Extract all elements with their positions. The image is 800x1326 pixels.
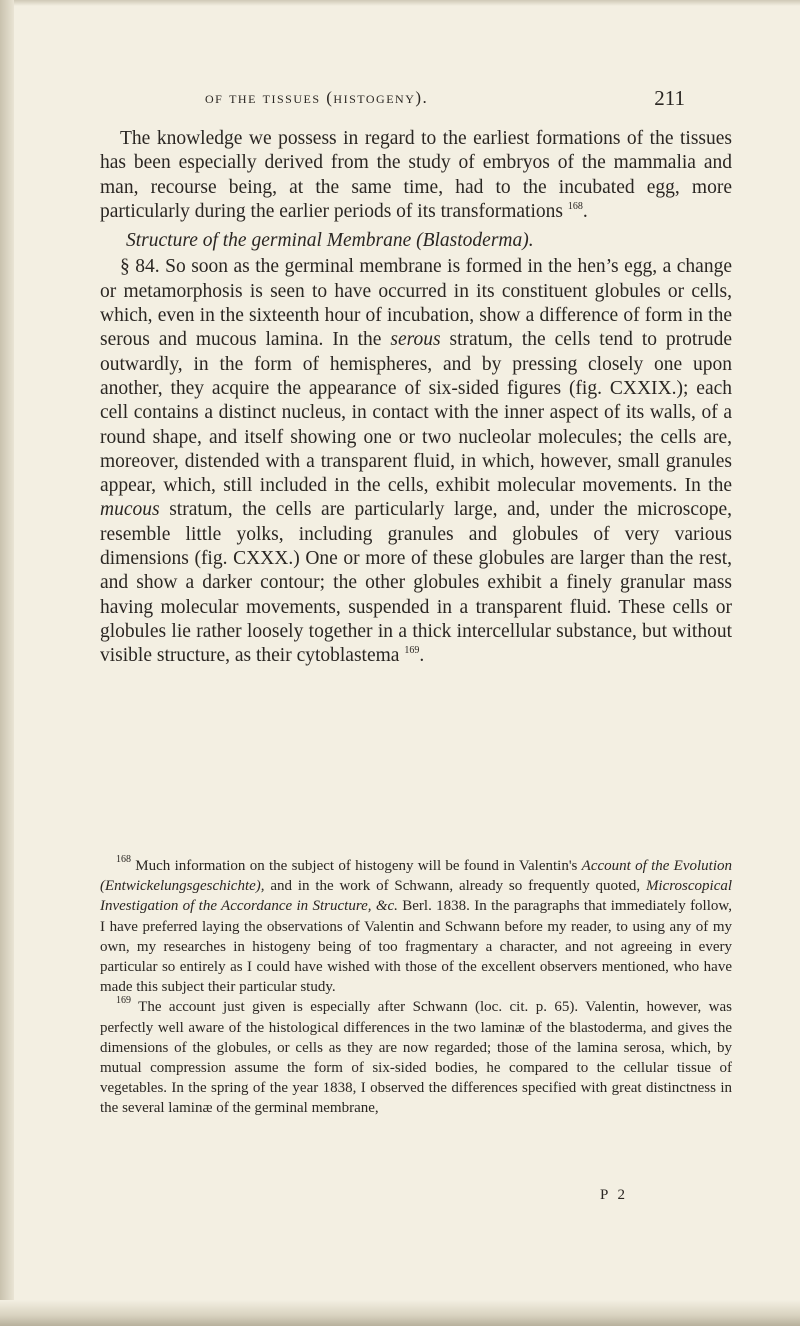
page-number: 211: [654, 86, 685, 110]
footnote-168: $^{168}$ Much information on the subject of histogeny will be found in Valentin's Account of the Evolution (Entwickelungsgeschichte), and in the work of Schwann, already so frequently quoted, Microscopical Investigation of the Accordance in Structure, &c. Berl. 1838. In the paragraphs that immediately follow, I have preferred laying the observations of Valentin and Schwann before my reader, to using any of my own, my researches in histogeny being of too fragmentary a character, and not agreeing in every particular so entirely as I could have wished with those of the excellent observers mentioned, who have made this subject their particular study.: [100, 854, 733, 996]
running-head: [205, 86, 685, 116]
main-text: [100, 127, 732, 669]
section-84-paragraph: § 84. So soon as the germinal membrane is formed in the hen’s egg, a change or metamorphosis is seen to have occurred in its constituent globules or cells, which, even in the sixteenth hour of incubation, show a difference of form in the serous and mucous lamina. In the serous stratum, the cells tend to protrude outwardly, in the form of hemispheres, and by pressing closely one upon another, they acquire the appearance of six-sided figures (fig. CXXIX.); each cell contains a distinct nucleus, in contact with the inner aspect of its walls, of a round shape, and itself showing one or two nucleolar molecules; the cells are, moreover, distended with a transparent fluid, in which, however, small granules appear, which, still included in the cells, exhibit molecular movements. In the mucous stratum, the cells are particularly large, and, under the microscope, resemble little yolks, including granules and globules of very various dimensions (fig. CXXX.) One or more of these globules are larger than the rest, and show a darker contour; the other globules exhibit a finely granular mass having molecular movements, suspended in a transparent fluid. These cells or globules lie rather loosely together in a thick intercellular substance, but without visible structure, as their cytoblastema $^{169}$.: [100, 256, 733, 667]
footnotes: [100, 856, 732, 1119]
signature-mark: P 2: [600, 1187, 629, 1203]
emphasis-serous: serous: [390, 329, 441, 351]
running-head-title: of the tissues (histogeny).: [205, 88, 429, 107]
footnote-ref-168: 168: [567, 200, 583, 212]
footnote-169: $^{169}$ The account just given is especially after Schwann (loc. cit. p. 65). Valentin, however, was perfectly well aware of the histological differences in the two laminæ of the blastoderma, and gives the dimensions of the globules, or cells as they are now regarded; those of the lamina serosa, which, by mutual compression assume the form of six-sided bodies, he compared to the cellular tissue of vegetables. In the spring of the year 1838, I observed the differences specified with great distinctness in the several laminæ of the germinal membrane,: [100, 995, 733, 1117]
page-top-edge: [0, 0, 800, 6]
section-heading: Structure of the germinal Membrane (Blastoderma).: [126, 230, 534, 252]
page-binding-edge: [0, 0, 14, 1326]
emphasis-mucous: mucous: [100, 499, 160, 521]
page-bottom-edge: [0, 1300, 800, 1326]
intro-paragraph: The knowledge we possess in regard to the earliest formations of the tissues has been especially derived from the study of embryos of the mammalia and man, recourse being, at the same time, had to the incubated egg, more particularly during the earlier periods of its transformations $^{168}$.: [100, 128, 732, 222]
footnote-ref-169: 169: [404, 645, 420, 657]
